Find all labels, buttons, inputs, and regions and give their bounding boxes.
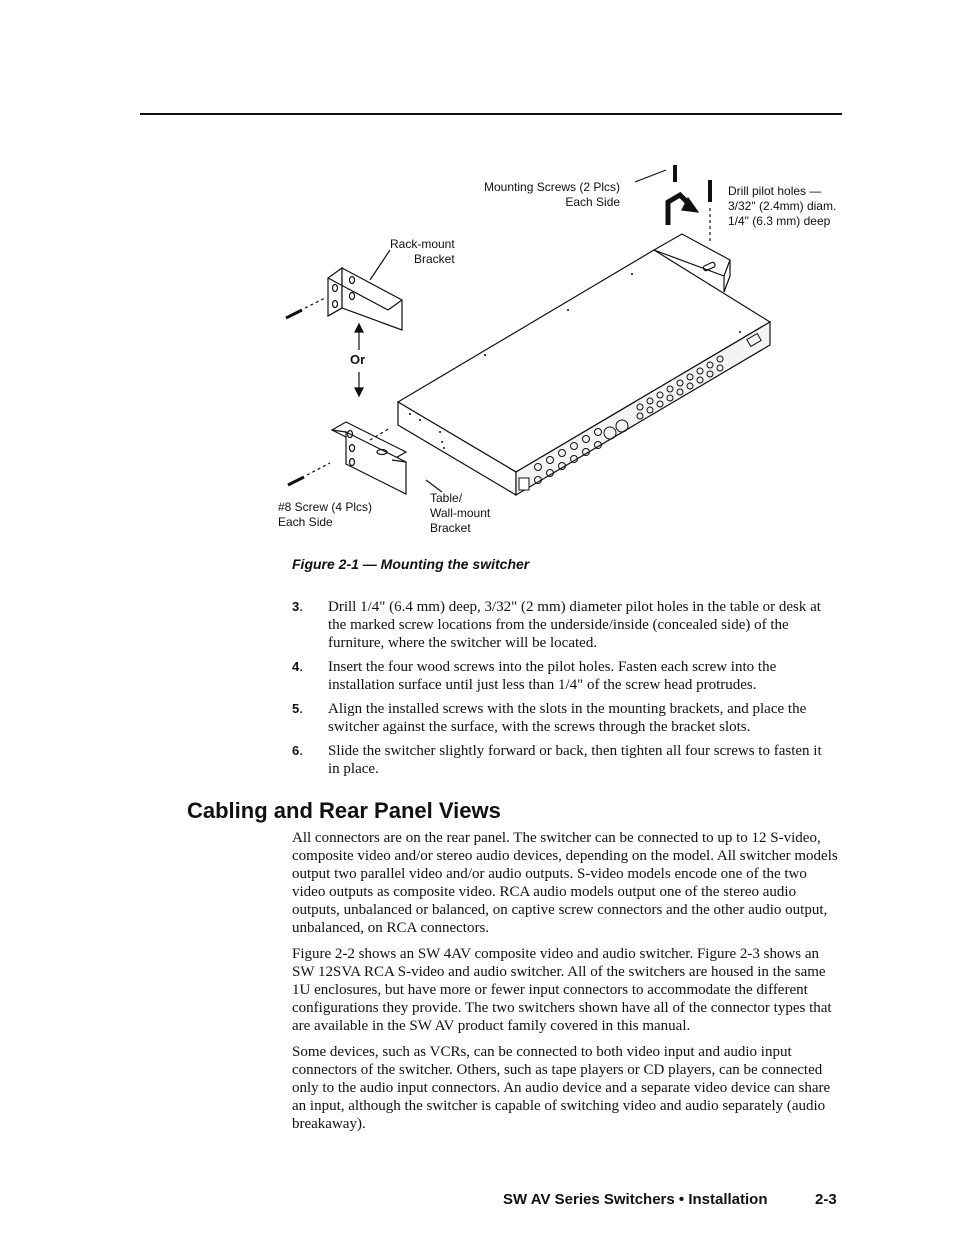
step-item: 3. Drill 1/4" (6.4 mm) deep, 3/32" (2 mm) diameter pilot holes in the table or desk at the marked screw locations from the underside/inside (concealed side) of the furniture, where the switcher will be located.: [292, 598, 837, 652]
screw8-label: #8 Screw (4 Plcs) Each Side: [278, 500, 373, 529]
step-text: Align the installed screws with the slots in the mounting brackets, and place the switcher against the surface, with the screws through the bracket slots.: [328, 701, 807, 735]
paragraph: Some devices, such as VCRs, can be connected to both video input and audio input connectors of the switcher. Others, such as tape players or CD players, can be connected only to the audio input connectors. An audio device and a separate video device can share an input, although the switcher is capable of switching video and audio separately (audio breakaway).: [292, 1044, 831, 1132]
step-number: 3: [292, 599, 300, 614]
rack-bracket-label: Rack-mount Bracket: [390, 237, 455, 266]
drill-holes-label: Drill pilot holes — 3/32" (2.4mm) diam. 1/4" (6.3 mm) deep: [728, 184, 837, 228]
footer-title: SW AV Series Switchers • Installation: [503, 1191, 768, 1208]
table-bracket-label: Table/ Wall-mount Bracket: [430, 491, 491, 535]
mounting-screws-label: Mounting Screws (2 Plcs) Each Side: [484, 180, 621, 209]
section-heading: Cabling and Rear Panel Views: [187, 798, 501, 823]
mounting-figure: [270, 150, 850, 540]
step-text: Drill 1/4" (6.4 mm) deep, 3/32" (2 mm) diameter pilot holes in the table or desk at the marked screw locations from the underside/inside (concealed side) of the furniture, where the switcher will be located.: [328, 599, 821, 651]
page-number: 2-3: [815, 1191, 837, 1208]
step-item: 4. Insert the four wood screws into the pilot holes. Fasten each screw into the installation surface until just less than 1/4" of the screw head protrudes.: [292, 658, 837, 694]
paragraph: All connectors are on the rear panel. The switcher can be connected to up to 12 S-video, composite video and/or stereo audio devices, depending on the model. All switcher models output two parallel video and/or audio outputs. S-video models encode one of the two video outputs as composite video. RCA audio models output one of the stereo audio outputs, unbalanced or balanced, on captive screw connectors and the other audio output, unbalanced, on RCA connectors.: [292, 830, 838, 936]
step-text: Insert the four wood screws into the pilot holes. Fasten each screw into the installation surface until just less than 1/4" of the screw head protrudes.: [328, 659, 777, 693]
header-rule: [140, 113, 842, 115]
paragraph: Figure 2-2 shows an SW 4AV composite video and audio switcher. Figure 2-3 shows an SW 12SVA RCA S-video and audio switcher. All of the switchers are housed in the same 1U enclosures, but have more or fewer input connectors to accommodate the different configurations they provide. The two switchers shown have all of the connector types that are available in the SW AV product family covered in this manual.: [292, 946, 832, 1034]
figure-caption: Figure 2-1 — Mounting the switcher: [292, 556, 530, 572]
step-number: 6: [292, 743, 300, 758]
step-number: 5: [292, 701, 300, 716]
step-item: 5. Align the installed screws with the slots in the mounting brackets, and place the switcher against the surface, with the screws through the bracket slots.: [292, 700, 837, 736]
steps-list: [292, 598, 837, 784]
step-text: Slide the switcher slightly forward or back, then tighten all four screws to fasten it in place.: [328, 743, 822, 777]
step-item: 6. Slide the switcher slightly forward or back, then tighten all four screws to fasten it in place.: [292, 742, 837, 778]
or-label: Or: [350, 352, 366, 367]
step-number: 4: [292, 659, 300, 674]
section-body: [292, 829, 840, 1141]
